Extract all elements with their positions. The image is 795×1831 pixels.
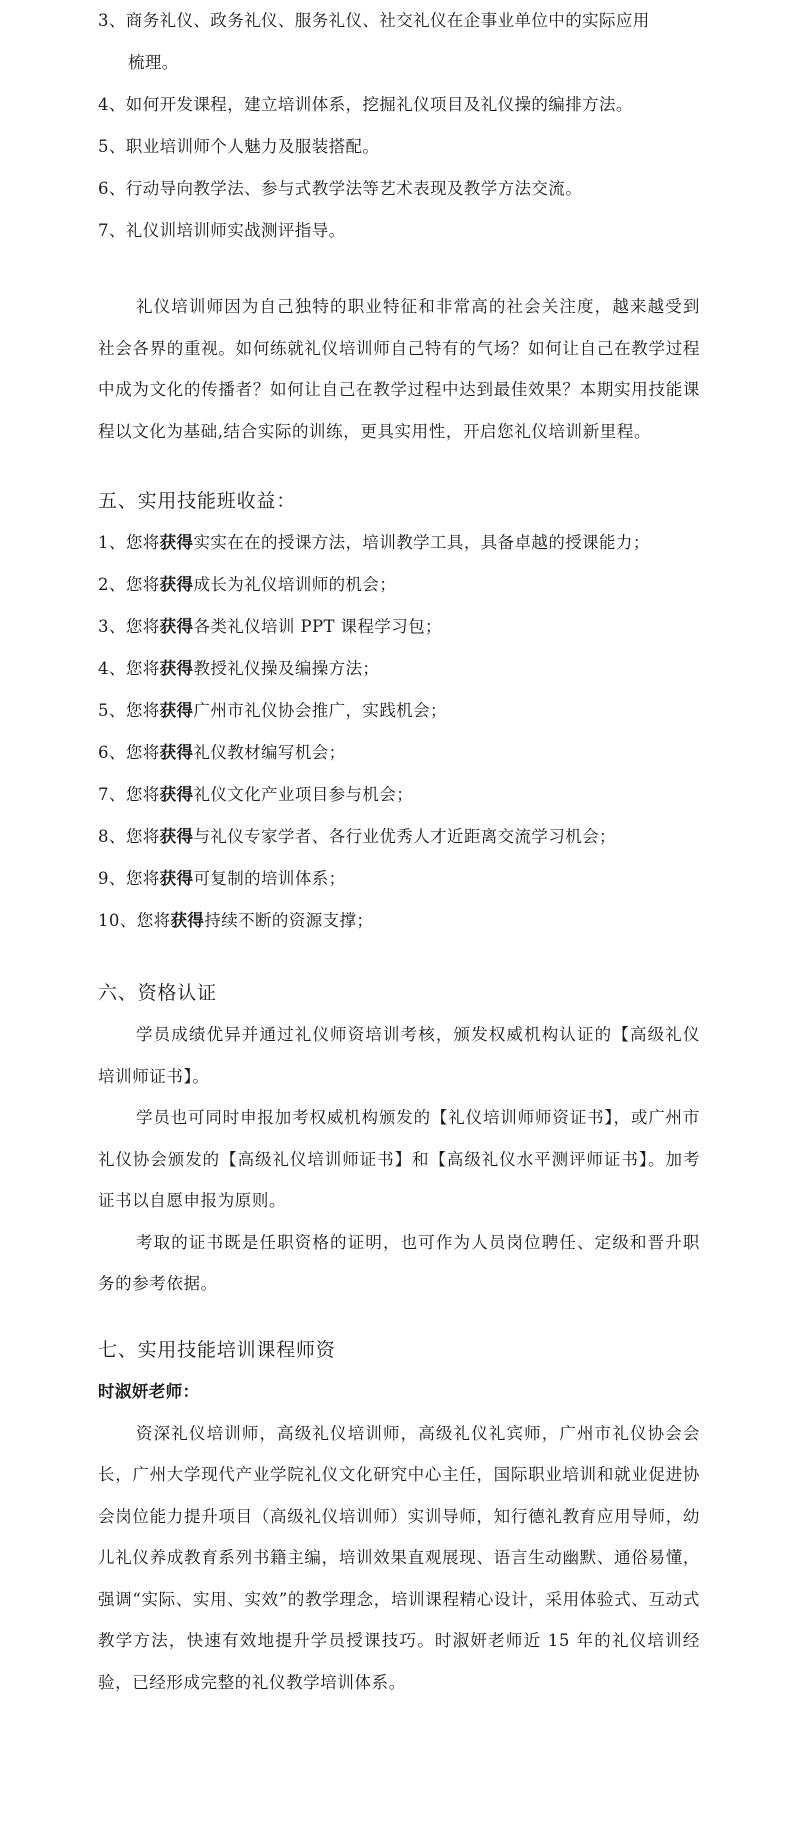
section-heading-instructors: 七、实用技能培训课程师资 [98, 1338, 336, 1361]
list-item: 1、您将获得实实在在的授课方法，培训教学工具，具备卓越的授课能力； [98, 533, 650, 552]
list-item-continuation: 梳理。 [128, 53, 179, 72]
list-item: 6、行动导向教学法、参与式教学法等艺术表现及教学方法交流。 [98, 179, 583, 198]
list-item: 7、礼仪训培训师实战测评指导。 [98, 221, 346, 240]
list-item: 6、您将获得礼仪教材编写机会； [98, 743, 346, 762]
list-item: 5、您将获得广州市礼仪协会推广，实践机会； [98, 701, 447, 720]
list-item: 3、您将获得各类礼仪培训 PPT 课程学习包； [98, 617, 442, 636]
course-content-list [98, 0, 700, 252]
list-item: 4、您将获得教授礼仪操及编操方法； [98, 659, 380, 678]
teacher-bio: 资深礼仪培训师，高级礼仪培训师，高级礼仪礼宾师，广州市礼仪协会会长，广州大学现代产业学院礼仪文化研究中心主任，国际职业培训和就业促进协会岗位能力提升项目（高级礼仪培训师）实训导师，知行德礼教育应用导师，幼儿礼仪养成教育系列书籍主编，培训效果直观展现、语言生动幽默、通俗易懂，强调“实际、实用、实效”的教学理念，培训课程精心设计，采用体验式、互动式教学方法，快速有效地提升学员授课技巧。时淑妍老师近 15 年的礼仪培训经验，已经形成完整的礼仪教学培训体系。 [98, 1423, 700, 1692]
list-item: 5、职业培训师个人魅力及服装搭配。 [98, 137, 380, 156]
section-heading-benefits: 五、实用技能班收益： [98, 490, 297, 512]
list-item: 4、如何开发课程，建立培训体系，挖掘礼仪项目及礼仪操的编排方法。 [98, 95, 633, 114]
certification-paragraph: 学员成绩优异并通过礼仪师资培训考核，颁发权威机构认证的【高级礼仪培训师证书】。 [98, 1025, 700, 1086]
certification-paragraph: 学员也可同时申报加考权威机构颁发的【礼仪培训师师资证书】，或广州市礼仪协会颁发的【高级礼仪培训师证书】和【高级礼仪水平测评师证书】。加考证书以自愿申报为原则。 [98, 1108, 700, 1210]
list-item: 7、您将获得礼仪文化产业项目参与机会； [98, 785, 414, 804]
certification-paragraph: 考取的证书既是任职资格的证明，也可作为人员岗位聘任、定级和晋升职务的参考依据。 [98, 1232, 700, 1293]
list-item: 10、您将获得持续不断的资源支撑； [98, 911, 374, 930]
intro-paragraph: 礼仪培训师因为自己独特的职业特征和非常高的社会关注度，越来越受到社会各界的重视。如何练就礼仪培训师自己特有的气场？如何让自己在教学过程中成为文化的传播者？如何让自己在教学过程中达到最佳效果？本期实用技能课程以文化为基础,结合实际的训练，更具实用性，开启您礼仪培训新里程。 [98, 297, 700, 441]
list-item: 9、您将获得可复制的培训体系； [98, 869, 346, 888]
list-item: 8、您将获得与礼仪专家学者、各行业优秀人才近距离交流学习机会； [98, 827, 616, 846]
teacher-name: 时淑妍老师： [98, 1381, 200, 1401]
list-item: 3、商务礼仪、政务礼仪、服务礼仪、社交礼仪在企事业单位中的实际应用 [98, 11, 650, 30]
list-item: 2、您将获得成长为礼仪培训师的机会； [98, 575, 397, 594]
benefits-list [98, 522, 700, 942]
section-heading-certification: 六、资格认证 [98, 982, 217, 1004]
